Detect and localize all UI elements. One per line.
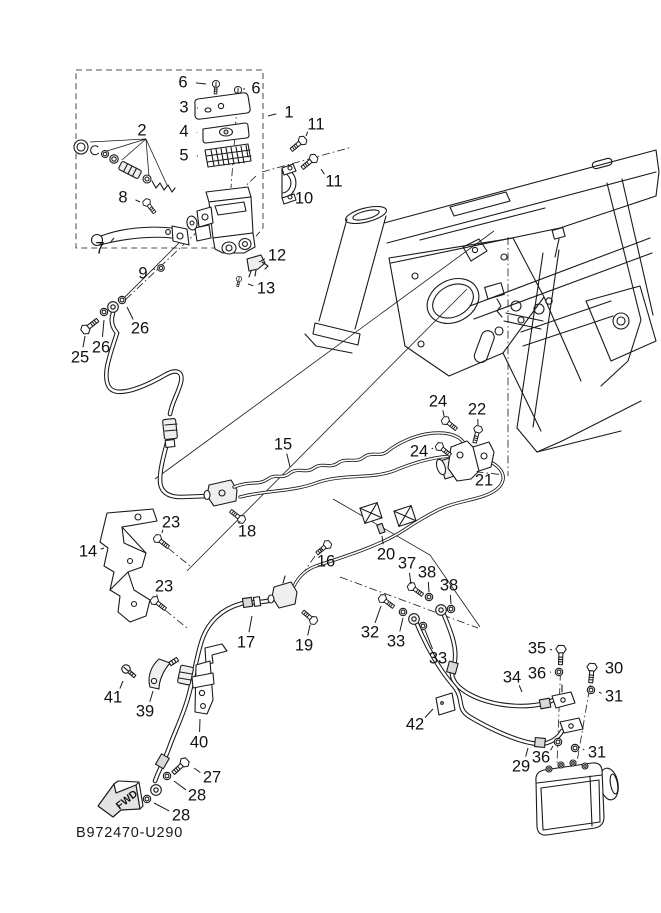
callout-8: 8 [118, 188, 128, 207]
part-33-washer [399, 608, 406, 615]
callout-6: 6 [178, 73, 188, 92]
callout-19: 19 [294, 636, 314, 655]
callout-leader-35 [550, 649, 552, 650]
callout-5: 5 [179, 146, 189, 165]
callout-36: 36 [531, 748, 551, 767]
callout-22: 22 [467, 400, 487, 419]
callout-leader-24 [432, 448, 433, 449]
callout-1: 1 [284, 103, 294, 122]
callout-30: 30 [604, 659, 624, 678]
part-36-washer [555, 668, 562, 675]
fwd-arrow [98, 781, 143, 817]
callout-leader-1 [268, 114, 276, 116]
callouts-layer [71, 74, 623, 825]
callout-leader-42 [425, 709, 433, 718]
callout-16: 16 [316, 552, 336, 571]
callout-33: 33 [428, 649, 448, 668]
part-22-bracket-bolt [470, 425, 483, 444]
callout-26: 26 [91, 338, 111, 357]
hose-union-fitting [204, 480, 237, 506]
callout-31: 31 [587, 743, 607, 762]
callout-leader-13 [248, 284, 253, 286]
hose-crimp [535, 738, 546, 748]
callout-28: 28 [187, 786, 207, 805]
callout-42: 42 [405, 715, 425, 734]
part-13-switch-screw [235, 276, 242, 287]
part-12-brake-switch [247, 255, 268, 277]
callout-41: 41 [103, 688, 123, 707]
hose-29-eye [409, 614, 420, 625]
hose-crimp [539, 698, 550, 709]
callout-33: 33 [386, 632, 406, 651]
callout-26: 26 [130, 319, 150, 338]
hose-guide-sleeves [156, 665, 194, 769]
part-35-banjo-bolt [555, 645, 566, 665]
callout-2: 2 [137, 121, 147, 140]
callout-leader-31 [599, 692, 601, 693]
callout-leader-26 [127, 307, 133, 319]
callout-leader-31 [583, 749, 584, 750]
callout-leader-6 [196, 83, 206, 84]
part-28-washer [163, 772, 170, 779]
part-41-bolt [120, 663, 138, 680]
upper-brake-hose-group [79, 296, 247, 525]
callout-32: 32 [360, 623, 380, 642]
caliper-hose-eye [151, 785, 162, 796]
callout-38: 38 [417, 563, 437, 582]
callout-31: 31 [604, 687, 624, 706]
abs-hydraulic-unit [536, 760, 621, 835]
part-7-brake-lever [92, 226, 190, 246]
callout-leader-24 [443, 410, 444, 416]
callout-23: 23 [161, 513, 181, 532]
hose-banjo-eye [108, 302, 119, 313]
callout-leader-27 [194, 768, 200, 773]
callout-11: 11 [307, 115, 325, 134]
callout-17: 17 [236, 633, 256, 652]
callout-leader-11 [321, 169, 324, 174]
part-17-hose-crimps [242, 597, 260, 608]
fwd-arrow-label: FWD [113, 787, 141, 813]
callout-38: 38 [439, 576, 459, 595]
callout-leader-28 [154, 803, 169, 811]
part-38-washer [425, 593, 432, 600]
callout-leader-39 [150, 691, 153, 702]
callout-leader-41 [120, 681, 123, 689]
part-14-stay-bracket [100, 509, 174, 622]
callout-20: 20 [376, 545, 396, 564]
callout-28: 28 [171, 806, 191, 825]
part-24-bracket-bolt [440, 415, 459, 433]
callout-14: 14 [78, 542, 98, 561]
callout-6: 6 [251, 79, 261, 98]
callout-25: 25 [70, 348, 90, 367]
callout-leader-26 [102, 320, 104, 337]
callout-18: 18 [237, 522, 257, 541]
callout-leader-33 [400, 618, 403, 631]
abs-banjo-fittings [552, 685, 583, 733]
callout-35: 35 [527, 639, 547, 658]
callout-29: 29 [511, 757, 531, 776]
callout-24: 24 [428, 392, 448, 411]
callout-27: 27 [202, 768, 222, 787]
callout-9: 9 [138, 264, 148, 283]
part-5-diaphragm [205, 144, 251, 167]
callout-12: 12 [267, 246, 287, 265]
callout-leader-17 [249, 616, 252, 632]
callout-leader-8 [135, 200, 140, 202]
callout-leader-25 [83, 336, 85, 347]
part-26-washer [118, 296, 125, 303]
pipe-junction-block [268, 576, 297, 608]
callout-13: 13 [256, 279, 276, 298]
callout-39: 39 [135, 702, 155, 721]
part-38-washer [447, 605, 454, 612]
callout-leader-19 [308, 625, 310, 635]
callout-34: 34 [502, 668, 522, 687]
part-19-junction-bolt [300, 608, 319, 626]
callout-37: 37 [397, 554, 417, 573]
part-25-banjo-bolt [79, 316, 101, 336]
callout-leader-29 [526, 748, 528, 757]
part-39-bracket [149, 657, 179, 689]
callout-21: 21 [474, 471, 494, 490]
part-2-piston-kit [74, 139, 175, 192]
diagram-code: B972470-U290 [76, 825, 184, 841]
part-9-lever-nut [158, 265, 165, 272]
callout-7: 7 [95, 239, 105, 258]
callout-leader-38 [450, 595, 451, 604]
callout-leader-36 [551, 746, 553, 750]
callout-3: 3 [179, 98, 189, 117]
callout-15: 15 [273, 435, 293, 454]
hose-crimp [447, 661, 459, 674]
part-36-washer [554, 738, 561, 745]
callout-11: 11 [325, 172, 343, 191]
callout-leader-14 [101, 548, 104, 549]
part-37-banjo-bolt [406, 581, 425, 599]
part-3-reservoir-cap [195, 93, 250, 119]
part-8-lever-bolt [141, 197, 158, 215]
callout-40: 40 [189, 733, 209, 752]
part-28-washer [143, 795, 150, 802]
callout-leader-38 [428, 582, 429, 592]
part-30-banjo-bolt [586, 663, 598, 683]
hose-34-eye [436, 605, 447, 616]
callout-leader-32 [375, 606, 381, 623]
part-4-diaphragm-plate [203, 123, 249, 143]
part-26-washer [100, 308, 107, 315]
part-31-washer [571, 744, 578, 751]
master-cylinder-body [186, 187, 255, 254]
callout-4: 4 [179, 122, 189, 141]
part-31-washer [587, 686, 594, 693]
callout-leader-28 [174, 781, 186, 790]
callout-24: 24 [409, 442, 429, 461]
callout-10: 10 [294, 189, 314, 208]
callout-leader-15 [287, 454, 290, 467]
callout-36: 36 [527, 664, 547, 683]
part-42-hose-tag [436, 693, 455, 715]
callout-23: 23 [154, 577, 174, 596]
part-27-banjo-bolt [170, 756, 191, 777]
